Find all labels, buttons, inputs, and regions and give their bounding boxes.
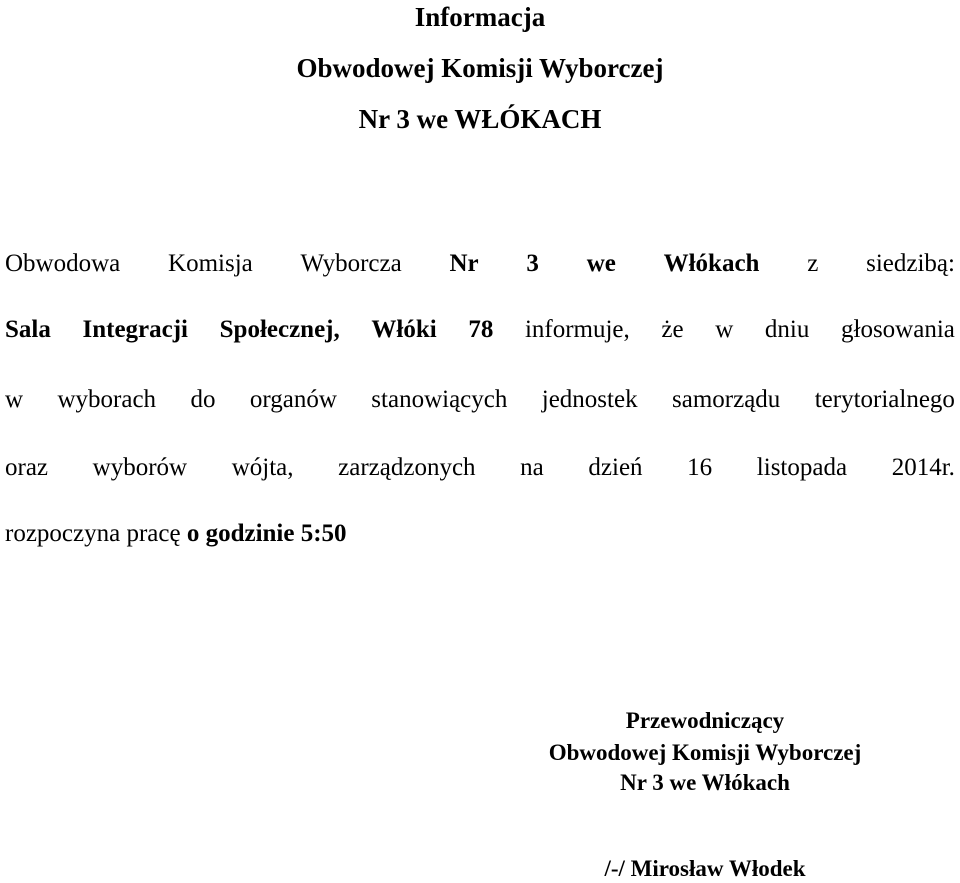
- signature-number: Nr 3 we Włókach: [620, 770, 790, 795]
- header-committee: Obwodowej Komisji Wyborczej: [296, 53, 664, 83]
- word: wójta,: [231, 454, 294, 481]
- word: terytorialnego: [814, 386, 955, 413]
- header-title: Informacja: [414, 2, 546, 32]
- word: 16: [687, 454, 713, 481]
- word: Włóki: [371, 316, 437, 343]
- start-text: rozpoczyna pracę: [5, 520, 187, 547]
- body-line-5: [5, 518, 955, 550]
- word: jednostek: [541, 386, 638, 413]
- signature-committee: Obwodowej Komisji Wyborczej: [548, 740, 862, 765]
- word: Obwodowa: [5, 250, 121, 277]
- word: stanowiących: [371, 386, 508, 413]
- word: Komisja: [168, 250, 253, 277]
- header-number: Nr 3 we WŁÓKACH: [358, 104, 602, 134]
- word: organów: [249, 386, 337, 413]
- word: głosowania: [841, 316, 955, 343]
- signature-title: Przewodniczący: [625, 708, 785, 733]
- word: w: [715, 316, 734, 343]
- word: informuje,: [524, 316, 630, 343]
- word: do: [190, 386, 216, 413]
- body-line-2: [5, 314, 955, 346]
- word: 2014r.: [891, 454, 955, 481]
- start-time: o godzinie 5:50: [186, 520, 347, 547]
- body-line-4: [5, 452, 955, 484]
- signature-name: /-/ Mirosław Włodek: [604, 856, 806, 881]
- word: dzień: [588, 454, 643, 481]
- word: że: [661, 316, 684, 343]
- word: na: [520, 454, 544, 481]
- word: Sala: [5, 316, 51, 343]
- word: oraz: [5, 454, 49, 481]
- word: Nr: [449, 250, 479, 277]
- word: Włókach: [663, 250, 760, 277]
- word: siedzibą:: [866, 250, 955, 277]
- body-line-1: [5, 248, 955, 280]
- word: Społecznej,: [219, 316, 340, 343]
- word: 78: [468, 316, 494, 343]
- word: z: [807, 250, 819, 277]
- word: we: [586, 250, 616, 277]
- word: Integracji: [82, 316, 189, 343]
- word: w: [5, 386, 24, 413]
- word: wyborów: [92, 454, 188, 481]
- word: 3: [526, 250, 539, 277]
- word: zarządzonych: [338, 454, 476, 481]
- word: Wyborcza: [300, 250, 402, 277]
- body-line-3: [5, 384, 955, 416]
- word: listopada: [756, 454, 848, 481]
- word: dniu: [764, 316, 810, 343]
- word: samorządu: [672, 386, 781, 413]
- word: wyborach: [57, 386, 157, 413]
